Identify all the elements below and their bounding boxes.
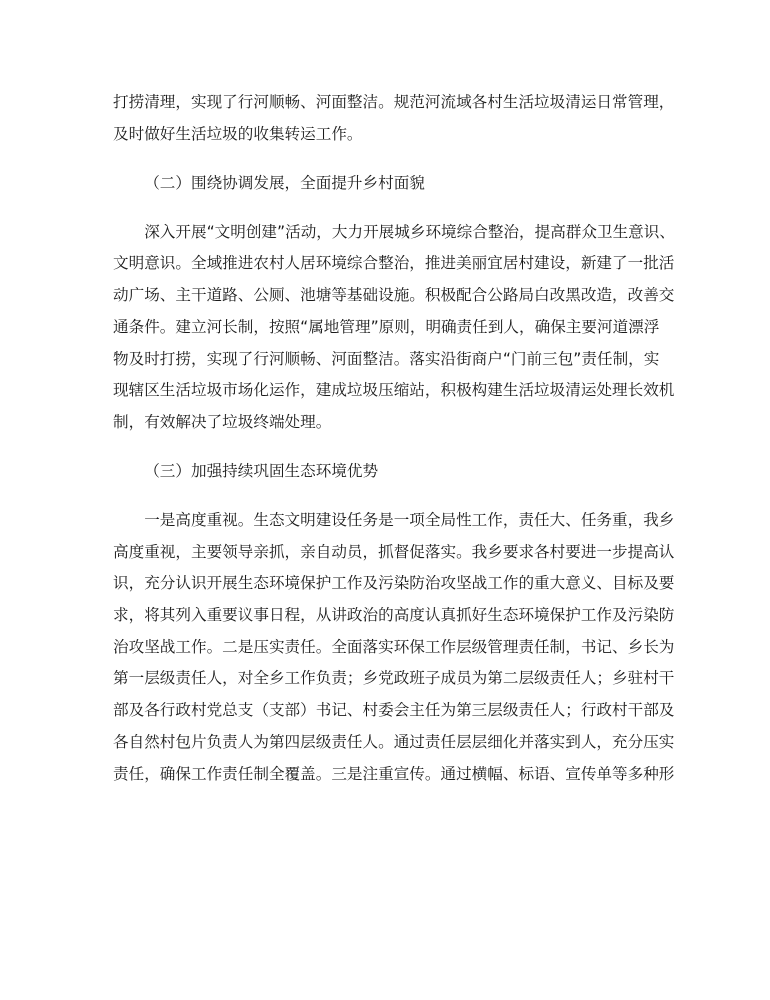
document-page bbox=[113, 87, 675, 808]
body-paragraph bbox=[113, 505, 675, 790]
text-line: 识，充分认识开展生态环境保护工作及污染防治攻坚战工作的重大意义、目标及要 bbox=[113, 574, 675, 593]
text-line: 责任，确保工作责任制全覆盖。三是注重宣传。通过横幅、标语、宣传单等多种形 bbox=[113, 764, 675, 783]
section-heading: （二）围绕协调发展，全面提升乡村面貌 bbox=[144, 173, 425, 192]
section-heading: （三）加强持续巩固生态环境优势 bbox=[144, 461, 379, 480]
text-line: 深入开展“文明创建”活动，大力开展城乡环境综合整治，提高群众卫生意识、 bbox=[144, 222, 675, 241]
body-paragraph bbox=[113, 217, 675, 439]
text-line: 打捞清理，实现了行河顺畅、河面整洁。规范河流域各村生活垃圾清运日常管理， bbox=[113, 93, 675, 111]
text-line: 及时做好生活垃圾的收集转运工作。 bbox=[113, 124, 363, 143]
text-line: 制，有效解决了垃圾终端处理。 bbox=[113, 412, 332, 431]
text-line: 通条件。建立河长制，按照“属地管理”原则，明确责任到人，确保主要河道漂浮 bbox=[113, 317, 660, 336]
text-line: 各自然村包片负责人为第四层级责任人。通过责任层层细化并落实到人，充分压实 bbox=[113, 732, 675, 751]
text-line: 文明意识。全域推进农村人居环境综合整治，推进美丽宜居村建设，新建了一批活 bbox=[113, 254, 675, 273]
text-line: 治攻坚战工作。二是压实责任。全面落实环保工作层级管理责任制，书记、乡长为 bbox=[113, 637, 675, 656]
text-line: 一是高度重视。生态文明建设任务是一项全局性工作，责任大、任务重，我乡 bbox=[144, 510, 675, 529]
text-line: 求，将其列入重要议事日程，从讲政治的高度认真抓好生态环境保护工作及污染防 bbox=[113, 606, 675, 625]
text-line: 高度重视，主要领导亲抓，亲自动员，抓督促落实。我乡要求各村要进一步提高认 bbox=[113, 542, 675, 561]
text-line: 第一层级责任人，对全乡工作负责；乡党政班子成员为第二层级责任人；乡驻村干 bbox=[113, 669, 675, 688]
body-paragraph bbox=[113, 87, 675, 150]
text-line: 动广场、主干道路、公厕、池塘等基础设施。积极配合公路局白改黑改造，改善交 bbox=[113, 286, 675, 305]
text-line: 现辖区生活垃圾市场化运作，建成垃圾压缩站，积极构建生活垃圾清运处理长效机 bbox=[113, 381, 675, 400]
text-line: 部及各行政村党总支（支部）书记、村委会主任为第三层级责任人；行政村干部及 bbox=[113, 701, 675, 720]
text-line: 物及时打捞，实现了行河顺畅、河面整洁。落实沿街商户“门前三包”责任制，实 bbox=[113, 349, 660, 368]
